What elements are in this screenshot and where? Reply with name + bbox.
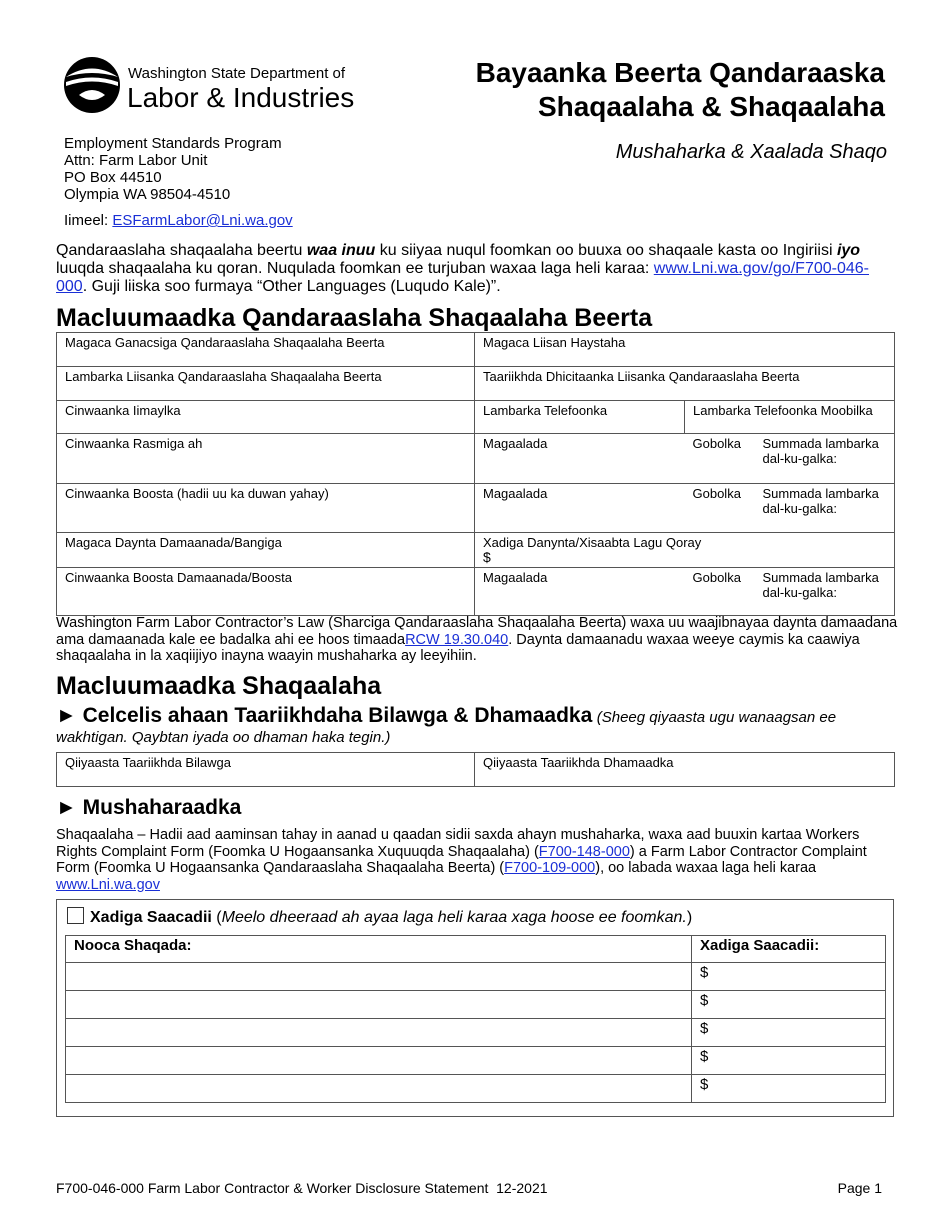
bond-city-field[interactable]: Magaalada [475, 568, 685, 616]
bond-amount-label: Xadiga Danynta/Xisaabta Lagu Qoray [483, 535, 702, 550]
phone-field[interactable]: Lambarka Telefoonka [475, 401, 685, 434]
work-type-header: Nooca Shaqada: [66, 936, 692, 963]
hourly-rate-header [67, 907, 692, 927]
work-type-cell[interactable] [66, 1075, 692, 1103]
bond-amount-field[interactable] [475, 533, 895, 568]
email-link[interactable]: ESFarmLabor@Lni.wa.gov [112, 212, 293, 229]
work-type-cell[interactable] [66, 963, 692, 991]
hourly-rate-note: Meelo dheeraad ah ayaa laga heli karaa xaga hoose ee foomkan. [221, 909, 687, 926]
license-expiration-field[interactable]: Taariikhda Dhicitaanka Liisanka Qandaraaslaha Beerta [475, 367, 895, 401]
rate-cell[interactable]: $ [692, 1019, 886, 1047]
postal-zip-field[interactable]: Summada lambarka dal-ku-galka: [755, 484, 895, 533]
title-line1: Bayaanka Beerta Qandaraaska [475, 57, 885, 88]
logo-line1: Washington State Department of [128, 65, 346, 82]
hourly-rate-table [65, 935, 886, 1103]
physical-city-field[interactable]: Magaalada [475, 434, 685, 484]
mailing-address [64, 135, 293, 229]
wages-text-1: Shaqaalaha – Hadii aad aaminsan tahay in aanad u qaadan sidii saxda ahayn mushaharka, waxa aad buuxin kartaa Workers Rights Complaint Form (Foomka U Hogaansanka Xuquuqda Shaqaalaha) ( [56, 827, 860, 860]
agency-logo [63, 55, 355, 117]
intro-emphasis-2: iyo [836, 242, 861, 259]
intro-paragraph [56, 242, 898, 296]
law-paragraph [56, 615, 898, 665]
translations-link[interactable]: www.Lni.wa.gov/go/F700-046-000 [56, 260, 869, 295]
rate-cell[interactable]: $ [692, 1075, 886, 1103]
law-text-2: . Daynta damaanadu waxaa weeye caymis ka caawiya shaqaalaha in la xaqiijiyo inayna waayin mushaharka ay leeyihiin. [56, 631, 860, 664]
email-line [64, 212, 293, 229]
intro-text-3: luuqda shaqaalaha ku qoran. Nuqulada foomkan ee turjuban waxaa laga heli karaa: [56, 260, 654, 277]
title-line2: Shaqaalaha & Shaqaalaha [537, 91, 885, 122]
hourly-rate-checkbox[interactable] [67, 907, 84, 924]
intro-text-1: Qandaraaslaha shaqaalaha beertu [56, 242, 307, 259]
work-type-cell[interactable] [66, 991, 692, 1019]
bond-state-field[interactable]: Gobolka [685, 568, 755, 616]
email-address-field[interactable]: Cinwaanka Iimaylka [57, 401, 475, 434]
intro-text-2: ku siiyaa nuqul foomkan oo buuxa oo shaqaale kasta oo Ingiriisi [375, 242, 837, 259]
start-date-field[interactable]: Qiiyaasta Taariikhda Bilawga [57, 753, 475, 787]
postal-state-field[interactable]: Gobolka [685, 484, 755, 533]
license-holder-field[interactable]: Magaca Liisan Haystaha [475, 333, 895, 367]
logo-line2: Labor & Industries [127, 82, 355, 113]
work-type-cell[interactable] [66, 1019, 692, 1047]
law-text-1: Washington Farm Labor Contractor’s Law (Sharciga Qandaraaslaha Shaqaalaha Beerta) waxa uu waajibnayaa daynta damaadana ama damaanada kale ee badalka ahi ee hoos timaada [56, 615, 898, 648]
wages-heading: ► Mushaharaadka [56, 796, 242, 819]
wages-text-2: ) a Farm Labor Contractor Complaint Form (Foomka U Hogaansanka Qandaraaslaha Shaqaalaha Beerta) ( [56, 843, 867, 876]
work-type-cell[interactable] [66, 1047, 692, 1075]
rate-cell[interactable]: $ [692, 963, 886, 991]
address-line4: Olympia WA 98504-4510 [64, 186, 231, 203]
postal-address-field[interactable]: Cinwaanka Boosta (hadii uu ka duwan yahay) [57, 484, 475, 533]
form-subtitle: Mushaharka & Xaalada Shaqo [615, 141, 887, 163]
form-title [476, 56, 885, 124]
rate-cell[interactable]: $ [692, 1047, 886, 1075]
email-label: Iimeel: [64, 212, 109, 229]
end-date-field[interactable]: Qiiyaasta Taariikhda Dhamaadka [475, 753, 895, 787]
contractor-heading: Macluumaadka Qandaraaslaha Shaqaalaha Beerta [56, 304, 653, 332]
bond-zip-field[interactable]: Summada lambarka dal-ku-galka: [755, 568, 895, 616]
license-number-field[interactable]: Lambarka Liisanka Qandaraaslaha Shaqaalaha Beerta [57, 367, 475, 401]
bond-address-field[interactable]: Cinwaanka Boosta Damaanada/Boosta [57, 568, 475, 616]
hourly-rate-box [56, 899, 894, 1117]
bond-currency: $ [483, 549, 491, 565]
dates-heading: ► Celcelis ahaan Taariikhdaha Bilawga & Dhamaadka [56, 704, 593, 727]
worker-heading: Macluumaadka Shaqaalaha [56, 672, 382, 700]
address-line2: Attn: Farm Labor Unit [64, 152, 208, 169]
lni-site-link[interactable]: www.Lni.wa.gov [56, 876, 160, 893]
bond-name-field[interactable]: Magaca Daynta Damaanada/Bangiga [57, 533, 475, 568]
rcw-link[interactable]: RCW 19.30.040 [405, 631, 509, 648]
physical-address-field[interactable]: Cinwaanka Rasmiga ah [57, 434, 475, 484]
mobile-phone-field[interactable]: Lambarka Telefoonka Moobilka [685, 401, 895, 434]
physical-state-field[interactable]: Gobolka [685, 434, 755, 484]
address-line1: Employment Standards Program [64, 135, 282, 152]
worker-complaint-link[interactable]: F700-148-000 [538, 843, 630, 860]
dates-section-heading [56, 706, 896, 748]
wages-paragraph [56, 827, 896, 893]
hourly-note-open: ( [211, 909, 222, 926]
business-name-field[interactable]: Magaca Ganacsiga Qandaraaslaha Shaqaalaha Beerta [57, 333, 475, 367]
rate-header: Xadiga Saacadii: [692, 936, 886, 963]
wages-text-3: ), oo labada waxaa laga heli karaa [595, 860, 817, 876]
hourly-note-close: ) [686, 909, 693, 926]
contractor-complaint-link[interactable]: F700-109-000 [504, 860, 596, 876]
physical-zip-field[interactable]: Summada lambarka dal-ku-galka: [755, 434, 895, 484]
postal-city-field[interactable]: Magaalada [475, 484, 685, 533]
dates-note: (Sheeg qiyaasta ugu wanaagsan ee wakhtigan. Qaybtan iyada oo dhaman haka tegin.) [56, 709, 837, 746]
contractor-table [56, 332, 895, 616]
rate-cell[interactable]: $ [692, 991, 886, 1019]
address-line3: PO Box 44510 [64, 169, 162, 186]
footer-form-id: F700-046-000 Farm Labor Contractor & Worker Disclosure Statement 12-2021 [56, 1180, 548, 1196]
hourly-rate-label: Xadiga Saacadii [90, 909, 212, 926]
intro-emphasis-1: waa inuu [306, 242, 376, 259]
footer-page-number: Page 1 [837, 1180, 882, 1196]
intro-text-4: . Guji liiska soo furmaya “Other Languages (Luqudo Kale)”. [82, 278, 501, 295]
lni-logo-icon [63, 55, 121, 115]
dates-table [56, 752, 895, 787]
